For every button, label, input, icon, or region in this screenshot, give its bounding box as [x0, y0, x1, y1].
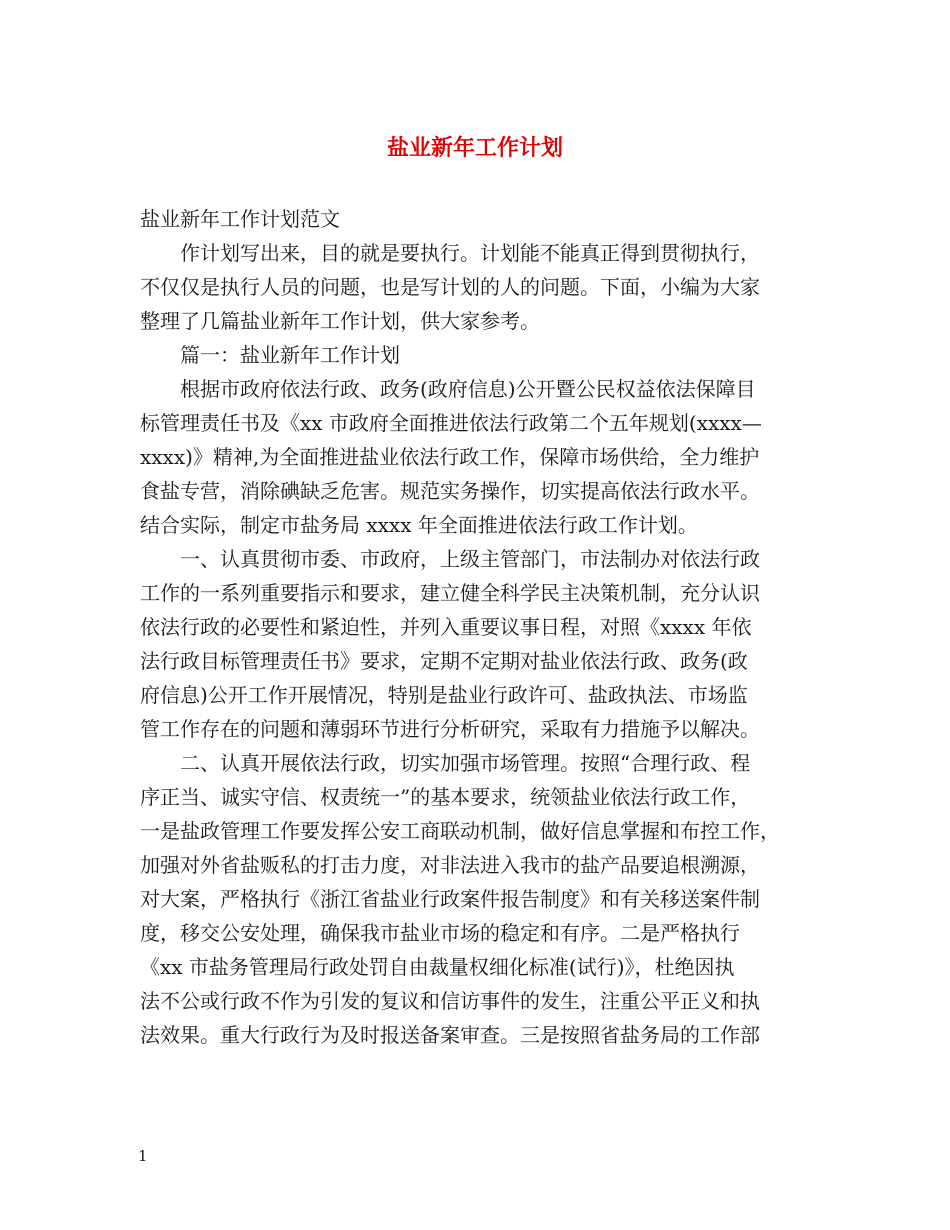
text-line: 盐业新年工作计划范文 — [140, 207, 340, 231]
text-line: 一、认真贯彻市委、市政府，上级主管部门，市法制办对依法行政 — [140, 547, 760, 571]
text-line: 依法行政的必要性和紧迫性，并列入重要议事日程，对照《xxxx 年依 — [140, 615, 752, 639]
document-title: 盐业新年工作计划 — [386, 135, 563, 161]
text-line: 标管理责任书及《xx 市政府全面推进依法行政第二个五年规划(xxxx— — [140, 411, 762, 435]
text-line: 序正当、诚实守信、权责统一”的基本要求，统领盐业依法行政工作， — [140, 785, 751, 809]
text-line: xxxx)》精神,为全面推进盐业依法行政工作，保障市场供给，全力维护 — [140, 445, 760, 469]
document-body — [140, 202, 830, 1052]
text-line: 管工作存在的问题和薄弱环节进行分析研究，采取有力措施予以解决。 — [140, 717, 760, 741]
page-number: 1 — [138, 1147, 148, 1165]
text-line: 不仅仅是执行人员的问题，也是写计划的人的问题。下面，小编为大家 — [140, 275, 760, 299]
text-line: 法行政目标管理责任书》要求，定期不定期对盐业依法行政、政务(政 — [140, 649, 748, 673]
text-line: 结合实际，制定市盐务局 xxxx 年全面推进依法行政工作计划。 — [140, 513, 698, 537]
text-line: 根据市政府依法行政、政务(政府信息)公开暨公民权益依法保障目 — [140, 377, 756, 401]
text-line: 二、认真开展依法行政，切实加强市场管理。按照“合理行政、程 — [140, 751, 751, 775]
text-line: 工作的一系列重要指示和要求，建立健全科学民主决策机制，充分认识 — [140, 581, 760, 605]
text-line: 作计划写出来，目的就是要执行。计划能不能真正得到贯彻执行， — [140, 241, 760, 265]
text-line: 法效果。重大行政行为及时报送备案审查。三是按照省盐务局的工作部 — [140, 1023, 760, 1047]
text-line: 对大案，严格执行《浙江省盐业行政案件报告制度》和有关移送案件制 — [140, 887, 760, 911]
text-line: 《xx 市盐务管理局行政处罚自由裁量权细化标准(试行)》，杜绝因执 — [140, 955, 735, 979]
text-line: 度，移交公安处理，确保我市盐业市场的稳定和有序。二是严格执行 — [140, 921, 740, 945]
text-line: 法不公或行政不作为引发的复议和信访事件的发生，注重公平正义和执 — [140, 989, 760, 1013]
text-line: 食盐专营，消除碘缺乏危害。规范实务操作，切实提高依法行政水平。 — [140, 479, 760, 503]
text-line: 府信息)公开工作开展情况，特别是盐业行政许可、盐政执法、市场监 — [140, 683, 748, 707]
text-line: 一是盐政管理工作要发挥公安工商联动机制，做好信息掌握和布控工作， — [140, 819, 780, 843]
text-line: 加强对外省盐贩私的打击力度，对非法进入我市的盐产品要追根溯源， — [140, 853, 760, 877]
text-line: 篇一：盐业新年工作计划 — [140, 343, 400, 367]
text-line: 整理了几篇盐业新年工作计划，供大家参考。 — [140, 309, 540, 333]
